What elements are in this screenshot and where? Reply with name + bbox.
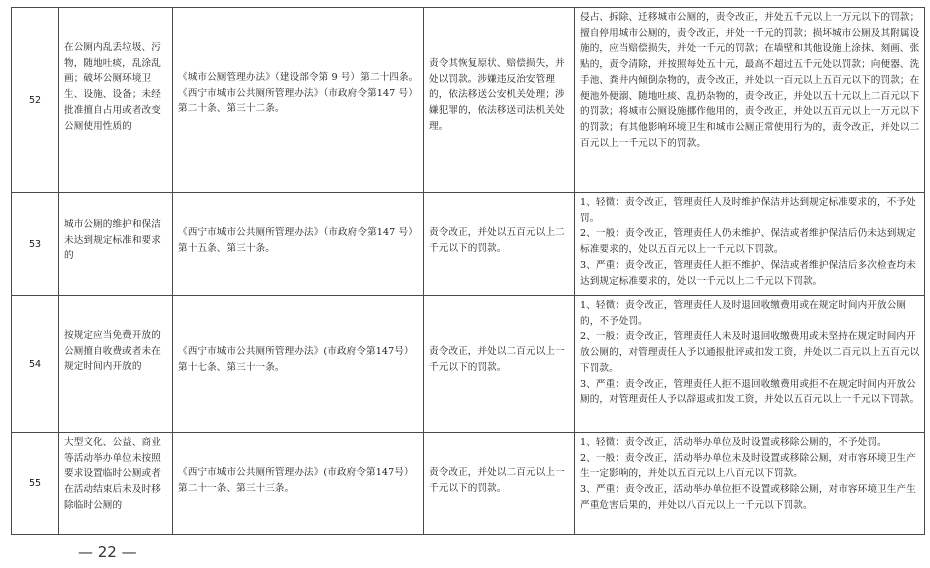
penalty-measure-text: 责令改正，并处以二百元以上一千元以下的罚款。 [429, 346, 565, 373]
legal-basis-text: 《西宁市城市公共厕所管理办法》（市政府令第147 号）第十五条、第三十条。 [178, 227, 418, 254]
page-number: — 22 — [78, 543, 137, 561]
discretion-standard-text: 侵占、拆除、迁移城市公厕的，责令改正，并处五千元以上一万元以下的罚款；擅自停用城市公厕的，责令改正，并处一千元的罚款；损坏城市公厕及其附属设施的，应当赔偿损失，并处一千元的罚款；在墙壁和其他设施上涂抹、刻画、张贴的，责令清除，并按照每处五十元，最高不超过五千元处以罚款；向便器、洗手池、粪井内倾倒杂物的，责令改正，并处以一百元以上五百元以下的罚款；在便池外便溺、随地吐痰、乱扔杂物的，责令改正，并处以五十元以上二百元以下的罚款；将城市公厕设施挪作他用的，责令改正，并处以五百元以上一万元以下的罚款；有其他影响环境卫生和城市公厕正常使用行为的，责令改正，并处以二百元以上一千元以下的罚款。 [580, 12, 920, 149]
discretion-standard-text: 1、轻微：责令改正，管理责任人及时维护保洁并达到规定标准要求的，不予处罚。 2、一般：责令改正，管理责任人仍未维护、保洁或者维护保洁后仍未达到规定标准要求的，处以五百元以上一千元以下罚款。 3、严重：责令改正，管理责任人拒不维护、保洁或者维护保洁后多次检查均未达到规定标准要求的，处以一千元以上二千元以下罚款。 [580, 197, 916, 287]
violation-text: 在公厕内乱丢垃圾、污物，随地吐痰，乱涂乱画；破坏公厕环境卫生、设施、设备；未经批准擅自占用或者改变公厕使用性质的 [64, 42, 161, 132]
table-row [12, 433, 925, 535]
legal-basis-text: 《西宁市城市公共厕所管理办法》(市政府令第147号）第十七条、第三十一条。 [178, 346, 414, 373]
discretion-standard-text: 1、轻微：责令改正，管理责任人及时退回收缴费用或在规定时间内开放公厕的，不予处罚。 2、一般：责令改正，管理责任人未及时退回收缴费用或未坚持在规定时间内开放公厕的，对管理责任人予以通报批评或扣发工资，并处以二百元以上五百元以下罚款。 3、严重：责令改正，管理责任人拒不退回收缴费用或拒不在规定时间内开放公厕的，对管理责任人予以辞退或扣发工资，并处以五百元以上一千元以下罚款。 [580, 300, 920, 406]
table-row [12, 296, 925, 433]
legal-basis-text: 《城市公厕管理办法》（建设部令第 9 号）第二十四条。 《西宁市城市公共厕所管理办法》（市政府令第147 号）第二十条、第三十二条。 [178, 72, 419, 115]
row-number: 54 [12, 296, 59, 433]
table-row [12, 8, 925, 193]
violation-text: 城市公厕的维护和保洁未达到规定标准和要求的 [64, 219, 161, 262]
legal-basis-text: 《西宁市城市公共厕所管理办法》(市政府令第147号）第二十一条、第三十三条。 [178, 467, 414, 494]
penalty-measure-text: 责令改正，并处以五百元以上二千元以下的罚款。 [429, 227, 565, 254]
discretion-standard-text: 1、轻微：责令改正，活动举办单位及时设置或移除公厕的，不予处罚。 2、一般：责令改正，活动举办单位未及时设置或移除公厕，对市容环境卫生产生一定影响的，并处以五百元以上八百元以下罚款。 3、严重：责令改正，活动举办单位拒不设置或移除公厕，对市容环境卫生产生严重危害后果的，并处以八百元以上一千元以下罚款。 [580, 437, 916, 511]
penalty-measure-text: 责令改正，并处以二百元以上一千元以下的罚款。 [429, 467, 565, 494]
table-row [12, 193, 925, 296]
violation-text: 大型文化、公益、商业等活动举办单位未按照要求设置临时公厕或者在活动结束后未及时移除临时公厕的 [64, 437, 161, 511]
violation-text: 按规定应当免费开放的公厕擅自收费或者未在规定时间内开放的 [64, 330, 161, 373]
penalty-table [11, 7, 925, 535]
row-number: 52 [12, 8, 59, 193]
row-number: 53 [12, 193, 59, 296]
row-number: 55 [12, 433, 59, 535]
penalty-measure-text: 责令其恢复原状、赔偿损失，并处以罚款。涉嫌违反治安管理的，依法移送公安机关处理；涉嫌犯罪的，依法移送司法机关处理。 [429, 58, 565, 132]
